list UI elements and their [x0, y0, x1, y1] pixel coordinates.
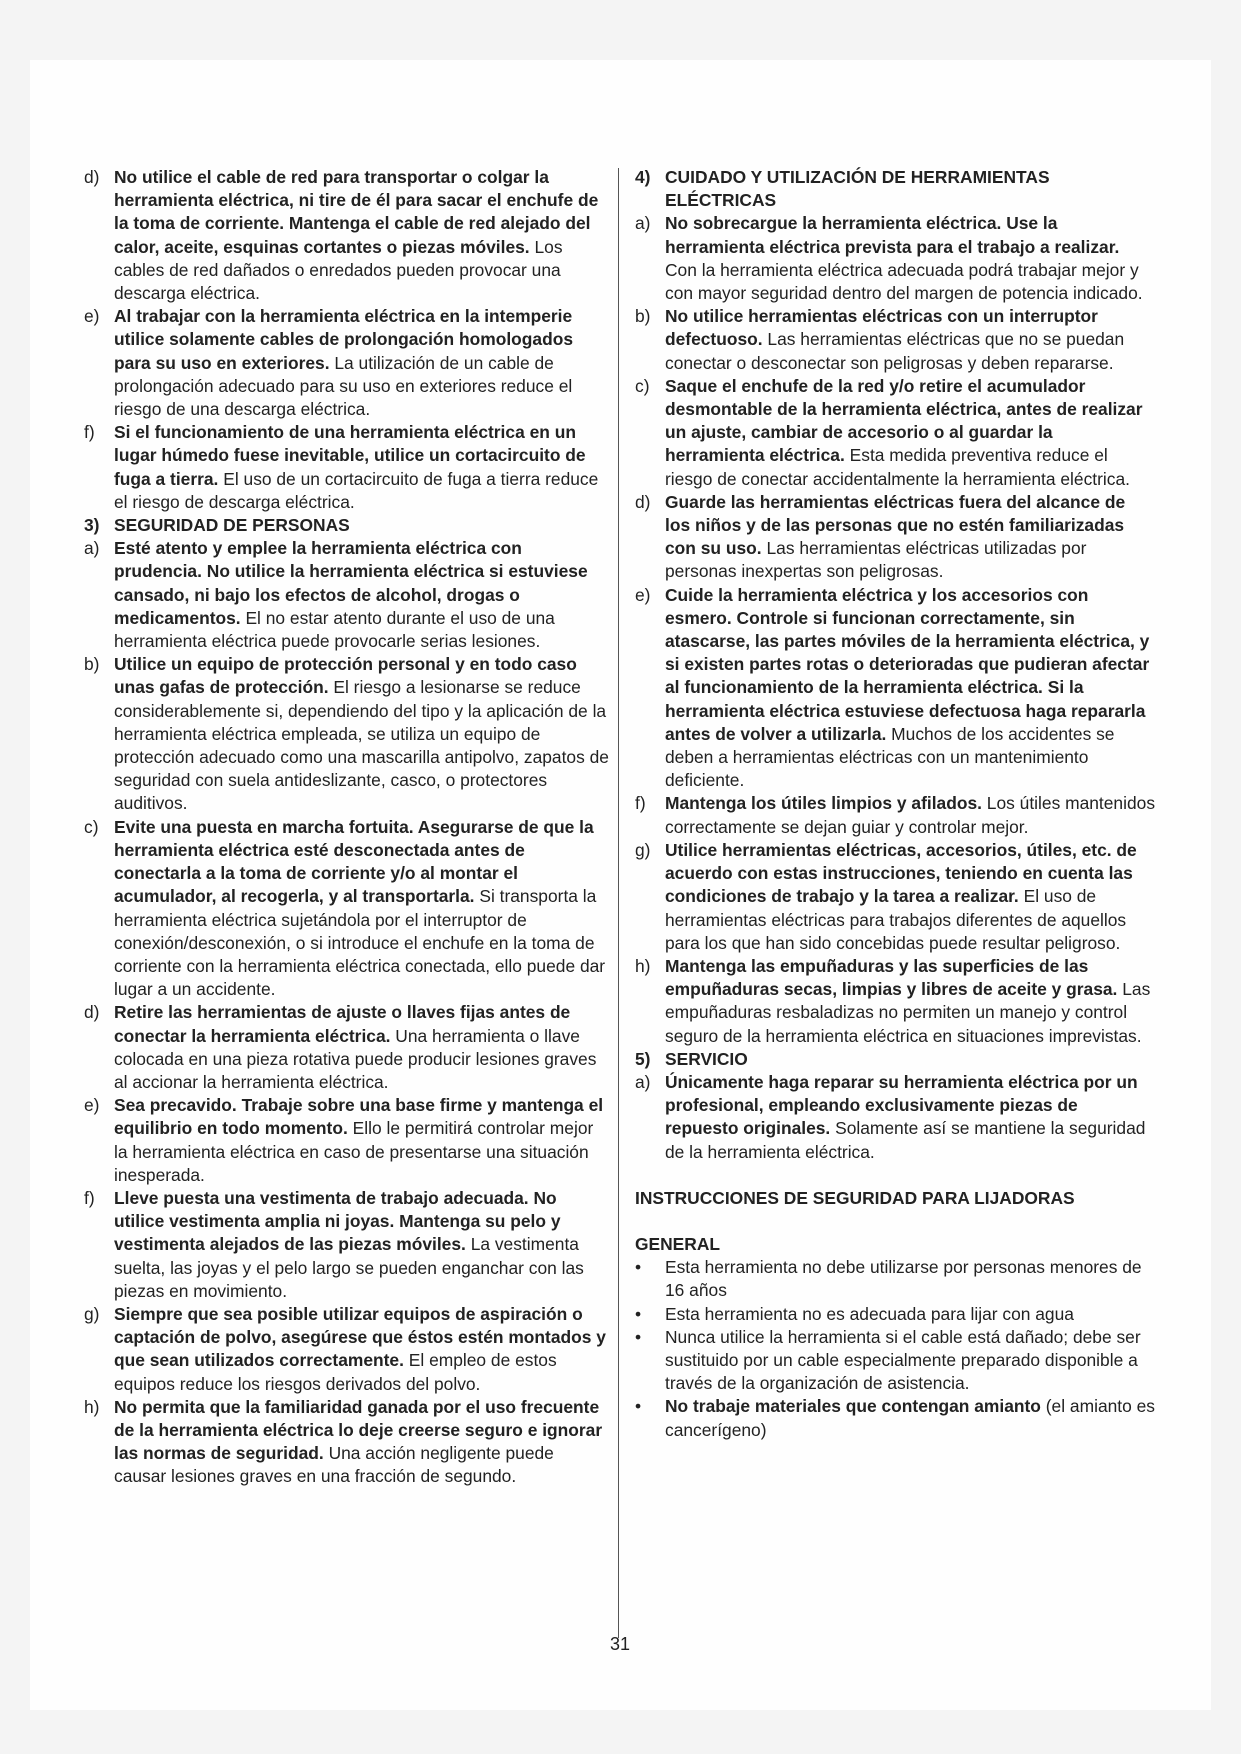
item-label: g): [635, 839, 651, 860]
item-text: La vestimenta suelta, las joyas y el pelo largo se pueden enganchar con las piezas en movimiento.: [114, 1234, 584, 1301]
item-label: b): [635, 306, 651, 327]
section-4-items: [635, 212, 1155, 1047]
item-bold-text: Siempre que sea posible utilizar equipos de aspiración o captación de polvo, asegúrese que éstos estén montados y que sean utilizados correctamente.: [114, 1303, 606, 1371]
bullet-icon: •: [635, 1257, 642, 1278]
list-item: [84, 816, 609, 1002]
item-label: h): [635, 955, 651, 976]
item-bold-text: Saque el enchufe de la red y/o retire el acumulador desmontable de la herramienta eléctrica, antes de realizar un ajuste, cambiar de accesorio o al guardar la herramienta eléctrica.: [665, 375, 1143, 466]
item-text: Ello le permitirá controlar mejor la herramienta eléctrica en caso de presentarse una situación inesperada.: [114, 1118, 594, 1185]
item-text: Si transporta la herramienta eléctrica sujetándola por el interruptor de conexión/desconexión, o si introduce el enchufe en la toma de corriente con la herramienta eléctrica conectada, ello puede dar lugar a un accidente.: [114, 886, 606, 1000]
item-bold-text: Cuide la herramienta eléctrica y los accesorios con esmero. Controle si funcionan correctamente, sin atascarse, las partes móviles de la herramienta eléctrica, y si existen partes rotas o deterioradas que pudieran afectar al funcionamiento de la herramienta eléctrica. Si la herramienta eléctrica estuviese defectuosa haga repararla antes de volver a utilizarla.: [665, 584, 1150, 744]
section-3-items: [84, 537, 609, 1488]
section-3-heading: [84, 514, 609, 537]
section-4-heading: [635, 166, 1155, 212]
item-bold-text: Retire las herramientas de ajuste o llaves fijas antes de conectar la herramienta eléctrica.: [114, 1002, 571, 1046]
right-column: [635, 166, 1155, 1442]
item-bold-text: Guarde las herramientas eléctricas fuera del alcance de los niños y de las personas que no estén familiarizadas con su uso.: [665, 491, 1126, 559]
section-title: CUIDADO Y UTILIZACIÓN DE HERRAMIENTAS ELÉCTRICAS: [665, 167, 1050, 211]
item-text: Los cables de red dañados o enredados pueden provocar una descarga eléctrica.: [114, 236, 563, 304]
list-item: [84, 653, 609, 815]
list-item: [84, 537, 609, 653]
bullet-bold-text: No trabaje materiales que contengan amianto: [665, 1396, 1041, 1417]
item-bold-text: No utilice herramientas eléctricas con un interruptor defectuoso.: [665, 306, 1098, 350]
item-text: El no estar atento durante el uso de una herramienta eléctrica puede provocarle serias lesiones.: [114, 607, 555, 652]
list-item: [635, 305, 1155, 375]
left-items: [84, 166, 609, 514]
list-item: [84, 1094, 609, 1187]
item-bold-text: Utilice un equipo de protección personal y en todo caso unas gafas de protección.: [114, 654, 577, 698]
page-number: 31: [609, 1634, 631, 1654]
item-bold-text: Lleve puesta una vestimenta de trabajo adecuada. No utilice vestimenta amplia ni joyas. Mantenga su pelo y vestimenta alejados de las piezas móviles.: [114, 1187, 561, 1255]
item-label: c): [635, 375, 650, 396]
item-text: Una acción negligente puede causar lesiones graves en una fracción de segundo.: [114, 1443, 554, 1487]
list-item: [84, 1396, 609, 1489]
item-bold-text: Utilice herramientas eléctricas, accesorios, útiles, etc. de acuerdo con estas instrucciones, teniendo en cuenta las condiciones de trabajo y la tarea a realizar.: [665, 839, 1137, 907]
bullet-text: Esta herramienta no es adecuada para lijar con agua: [665, 1303, 1074, 1324]
item-bold-text: No sobrecargue la herramienta eléctrica. Use la herramienta eléctrica prevista para el trabajo a realizar.: [665, 213, 1120, 257]
section-number: 3): [84, 515, 100, 536]
item-bold-text: No permita que la familiaridad ganada por el uso frecuente de la herramienta eléctrica lo deje creerse seguro e ignorar las normas de seguridad.: [114, 1396, 603, 1464]
bullet-text: Nunca utilice la herramienta si el cable está dañado; debe ser sustituido por un cable especialmente preparado disponible a través de la organización de asistencia.: [665, 1326, 1141, 1394]
item-text: Muchos de los accidentes se deben a herramientas eléctricas con un mantenimiento deficiente.: [665, 723, 1115, 791]
item-text: Las herramientas eléctricas que no se puedan conectar o desconectar son peligrosas y deben repararse.: [665, 329, 1125, 373]
section-number: 4): [635, 167, 651, 187]
list-item: [635, 584, 1155, 793]
item-bold-text: Esté atento y emplee la herramienta eléctrica con prudencia. No utilice la herramienta eléctrica si estuviese cansado, ni bajo los efectos de alcohol, drogas o medicamentos.: [114, 538, 588, 628]
item-label: d): [635, 491, 651, 512]
bullet-item: [635, 1395, 1155, 1441]
bullet-item: [635, 1326, 1155, 1396]
item-bold-text: Sea precavido. Trabaje sobre una base firme y mantenga el equilibrio en todo momento.: [114, 1095, 604, 1139]
list-item: [635, 491, 1155, 584]
bullet-text: (el amianto es cancerígeno): [665, 1396, 1155, 1440]
list-item: [84, 166, 609, 305]
general-bullets: [635, 1256, 1155, 1442]
item-text: Las herramientas eléctricas utilizadas por personas inexpertas son peligrosas.: [665, 538, 1087, 582]
item-label: a): [635, 1071, 651, 1092]
item-text: Las empuñaduras resbaladizas no permiten un manejo y control seguro de la herramienta eléctrica en situaciones imprevistas.: [665, 979, 1151, 1046]
item-label: f): [84, 1187, 95, 1208]
section-title: SERVICIO: [665, 1048, 748, 1069]
item-text: Los útiles mantenidos correctamente se dejan guiar y controlar mejor.: [665, 793, 1156, 837]
item-bold-text: Mantenga las empuñaduras y las superficies de las empuñaduras secas, limpias y libres de aceite y grasa.: [665, 955, 1118, 1000]
item-label: b): [84, 654, 100, 675]
item-bold-text: Únicamente haga reparar su herramienta eléctrica por un profesional, empleando exclusivamente piezas de repuesto originales.: [665, 1071, 1138, 1139]
item-label: a): [635, 213, 651, 234]
item-bold-text: No utilice el cable de red para transportar o colgar la herramienta eléctrica, ni tire de él para sacar el enchufe de la toma de corriente. Mantenga el cable de red alejado del calor, aceite, esquinas cortantes o piezas móviles.: [114, 167, 599, 257]
item-text: Con la herramienta eléctrica adecuada podrá trabajar mejor y con mayor seguridad dentro del margen de potencia indicado.: [665, 259, 1143, 304]
item-bold-text: Si el funcionamiento de una herramienta eléctrica en un lugar húmedo fuese inevitable, utilice un cortacircuito de fuga a tierra.: [114, 422, 586, 489]
item-text: Una herramienta o llave colocada en una pieza rotativa puede producir lesiones graves al accionar la herramienta eléctrica.: [114, 1025, 597, 1092]
item-label: e): [635, 584, 651, 605]
list-item: [84, 1001, 609, 1094]
section-5-items: [635, 1071, 1155, 1164]
bullet-item: [635, 1303, 1155, 1326]
item-bold-text: Al trabajar con la herramienta eléctrica en la intemperie utilice solamente cables de prolongación homologados para su uso en exteriores.: [114, 306, 574, 373]
bullet-item: [635, 1256, 1155, 1302]
item-label: f): [84, 422, 95, 443]
list-item: [635, 955, 1155, 1048]
item-label: d): [84, 167, 100, 187]
item-text: La utilización de un cable de prolongación adecuado para su uso en exteriores reduce el riesgo de una descarga eléctrica.: [114, 352, 573, 420]
item-bold-text: Evite una puesta en marcha fortuita. Asegurarse de que la herramienta eléctrica esté desconectada antes de conectarla a la toma de corriente y/o al montar el acumulador, al recogerla, y al transportarla.: [114, 816, 594, 907]
sanders-safety-title: INSTRUCCIONES DE SEGURIDAD PARA LIJADORAS: [635, 1187, 1075, 1208]
bullet-icon: •: [635, 1396, 642, 1417]
list-item: [635, 375, 1155, 491]
item-bold-text: Mantenga los útiles limpios y afilados.: [665, 793, 982, 814]
list-item: [635, 1071, 1155, 1164]
item-label: c): [84, 816, 99, 837]
bullet-text: Esta herramienta no debe utilizarse por personas menores de 16 años: [665, 1257, 1142, 1301]
list-item: [84, 305, 609, 421]
section-title: SEGURIDAD DE PERSONAS: [114, 515, 350, 536]
list-item: [635, 839, 1155, 955]
list-item: [84, 1303, 609, 1396]
item-label: e): [84, 1095, 100, 1116]
item-label: g): [84, 1303, 100, 1324]
list-item: [84, 421, 609, 514]
item-label: d): [84, 1002, 100, 1023]
section-5-heading: [635, 1048, 1155, 1071]
item-label: a): [84, 538, 100, 559]
item-text: El uso de herramientas eléctricas para trabajos diferentes de aquellos para los que han sido concebidas puede resultar peligroso.: [665, 886, 1127, 953]
item-label: h): [84, 1396, 100, 1417]
item-label: e): [84, 306, 100, 327]
list-item: [635, 792, 1155, 838]
item-text: Solamente así se mantiene la seguridad de la herramienta eléctrica.: [665, 1118, 1146, 1162]
general-title: GENERAL: [635, 1233, 721, 1254]
list-item: [635, 212, 1155, 305]
list-item: [84, 1187, 609, 1303]
column-divider: [618, 168, 619, 1638]
item-text: Esta medida preventiva reduce el riesgo de conectar accidentalmente la herramienta eléctrica.: [665, 445, 1130, 489]
left-column: [84, 166, 609, 1489]
section-number: 5): [635, 1048, 651, 1069]
bullet-icon: •: [635, 1303, 642, 1324]
item-text: El empleo de estos equipos reduce los riesgos derivados del polvo.: [114, 1350, 557, 1394]
item-label: f): [635, 793, 646, 814]
item-text: El uso de un cortacircuito de fuga a tierra reduce el riesgo de descarga eléctrica.: [114, 468, 599, 512]
bullet-icon: •: [635, 1326, 642, 1347]
item-text: El riesgo a lesionarse se reduce considerablemente si, dependiendo del tipo y la aplicación de la herramienta eléctrica empleada, se utiliza un equipo de protección adecuado como una mascarilla antipolvo, zapatos de seguridad con suela antideslizante, casco, o protectores auditivos.: [114, 677, 609, 814]
